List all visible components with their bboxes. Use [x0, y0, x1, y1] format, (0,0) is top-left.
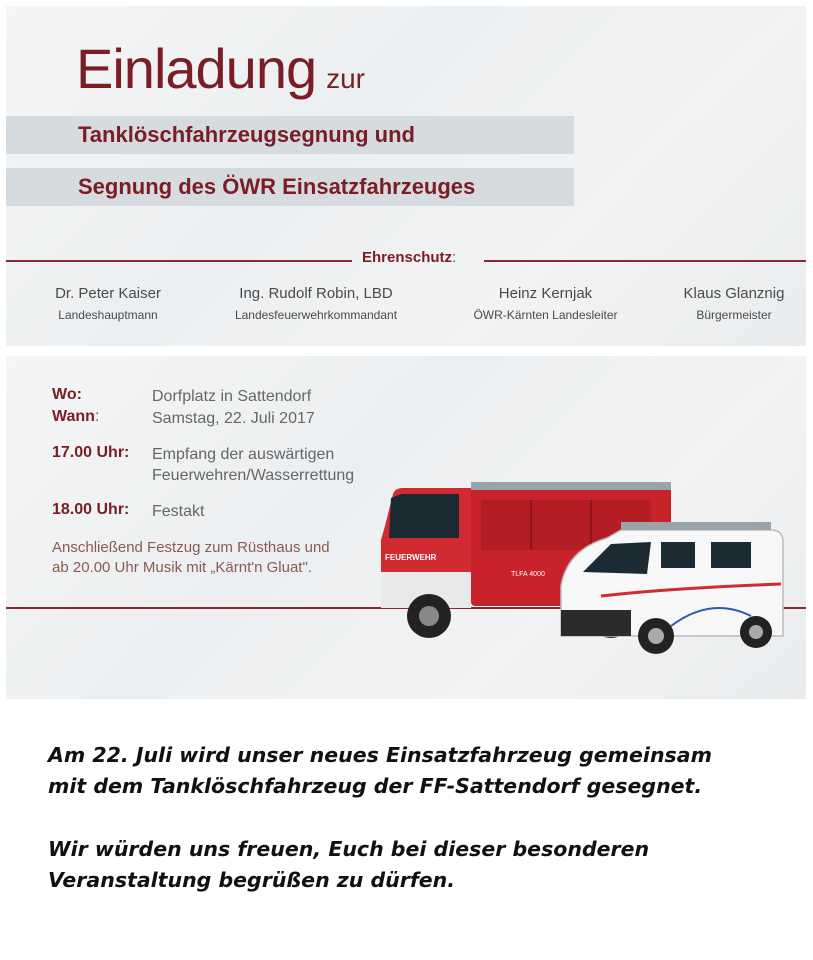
subtitle-band-1: Tanklöschfahrzeugsegnung und	[6, 116, 574, 154]
when-label-group	[52, 408, 99, 426]
schedule-desc-line: Feuerwehren/Wasserrettung	[152, 467, 355, 484]
patron-4	[674, 285, 794, 322]
when-value: Samstag, 22. Juli 2017	[152, 410, 315, 427]
invitation-header-card	[6, 6, 806, 346]
when-colon: :	[94, 408, 100, 425]
van-bumper	[561, 610, 631, 636]
patron-role: ÖWR-Kärnten Landesleiter	[473, 308, 618, 322]
note-line: Anschließend Festzug zum Rüsthaus und	[52, 539, 330, 556]
patron-name: Dr. Peter Kaiser	[55, 285, 161, 302]
where-value: Dorfplatz in Sattendorf	[152, 388, 312, 405]
van-hub	[648, 628, 664, 644]
subtitle-band-2: Segnung des ÖWR Einsatzfahrzeuges	[6, 168, 574, 206]
schedule-desc-line: Empfang der auswärtigen	[152, 446, 335, 463]
when-label: Wann	[52, 408, 95, 425]
van-hub	[749, 625, 763, 639]
caption-paragraph-2	[48, 834, 788, 896]
van-window	[711, 542, 751, 568]
caption-line: Am 22. Juli wird unser neues Einsatzfahrzeug gemeinsam	[48, 743, 712, 767]
patronage-colon: :	[452, 249, 457, 266]
schedule-desc-1	[152, 444, 354, 486]
patron-role: Landeshauptmann	[58, 308, 158, 322]
van-window	[661, 542, 695, 568]
followup-note	[52, 538, 330, 578]
note-line: ab 20.00 Uhr Musik mit „Kärnt'n Gluat".	[52, 559, 312, 576]
patron-role: Landesfeuerwehrkommandant	[234, 308, 398, 322]
caption-line: mit dem Tanklöschfahrzeug der FF-Sattendorf gesegnet.	[48, 774, 703, 798]
patron-1	[48, 285, 168, 322]
schedule-time-1: 17.00 Uhr:	[52, 444, 130, 461]
caption-line: Wir würden uns freuen, Euch bei dieser besonderen	[48, 837, 650, 861]
patron-name: Heinz Kernjak	[498, 285, 593, 302]
patron-role: Bürgermeister	[696, 308, 772, 322]
patron-3	[463, 285, 628, 322]
truck-label: FEUERWEHR	[385, 553, 437, 562]
truck-code: TLFA 4000	[511, 571, 545, 578]
where-label: Wo:	[52, 386, 82, 403]
event-details-card	[6, 356, 806, 699]
truck-hub	[419, 606, 439, 626]
truck-windshield	[389, 494, 459, 538]
patronage-label: Ehrenschutz	[362, 249, 453, 266]
truck-roof-rack	[471, 482, 671, 490]
van-roof-rack	[621, 522, 771, 530]
patron-name: Ing. Rudolf Robin, LBD	[239, 285, 393, 302]
vehicles-illustration	[371, 476, 791, 676]
divider-left	[6, 260, 352, 262]
patronage-heading	[362, 249, 456, 266]
patron-name: Klaus Glanznig	[683, 285, 785, 302]
divider-right	[484, 260, 806, 262]
caption-paragraph-1	[48, 740, 788, 802]
invitation-title	[76, 36, 365, 101]
title-suffix: zur	[326, 63, 366, 94]
title-main: Einladung	[76, 37, 317, 100]
patron-2	[221, 285, 411, 322]
schedule-time-2: 18.00 Uhr:	[52, 501, 130, 518]
caption-line: Veranstaltung begrüßen zu dürfen.	[48, 868, 456, 892]
schedule-desc-2: Festakt	[152, 503, 205, 520]
